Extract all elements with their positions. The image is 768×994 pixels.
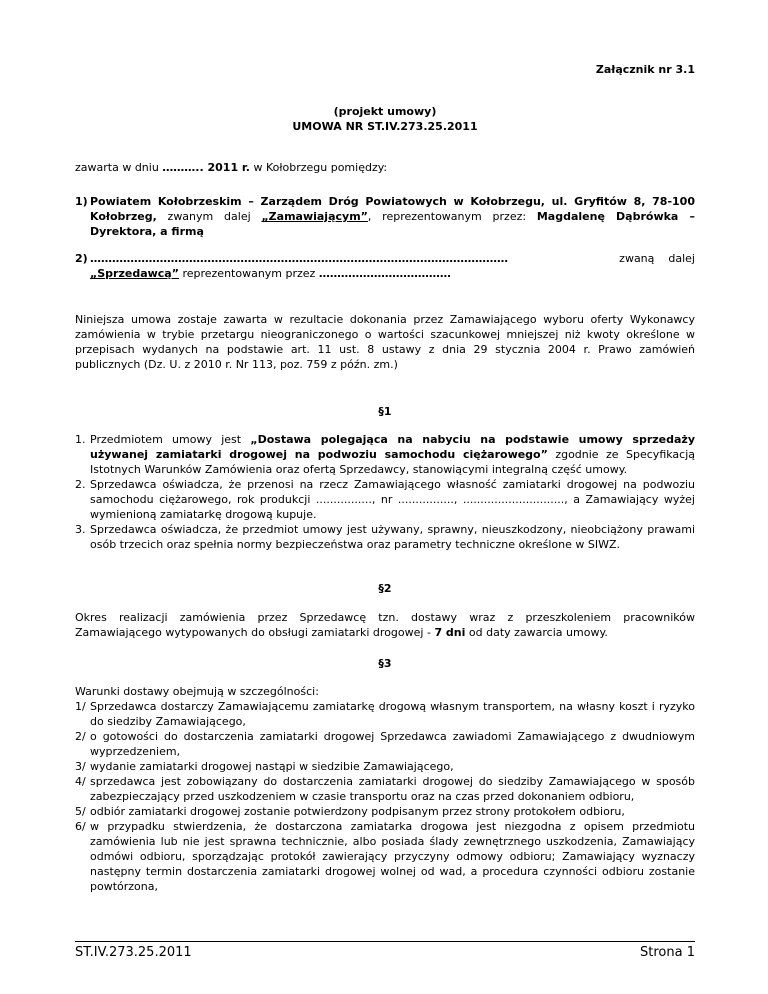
section-3-item [75, 699, 695, 729]
party-2-item [75, 251, 695, 281]
intro-part1: zawarta w dniu [75, 161, 163, 174]
section-3-item-text: wydanie zamiatarki drogowej nastąpi w siedzibie Zamawiającego, [90, 760, 454, 773]
party-1-number: 1) [75, 195, 88, 208]
section-2-title: §2 [378, 582, 392, 595]
section-1-item-text: Sprzedawca oświadcza, że przenosi na rzecz Zamawiającego własność zamiatarki drogowej na podwoziu samochodu ciężarowego, rok produkcji ................, nr ................, ............................., a Zamawiający wyżej wymienioną zamiatarkę drogową kupuje. [90, 478, 695, 521]
section-3-item-number: 2/ [75, 730, 86, 743]
intro-part2: w Kołobrzegu pomiędzy: [249, 161, 388, 174]
attachment-label: Załącznik nr 3.1 [595, 63, 695, 76]
party-2-second-line [90, 266, 695, 281]
section-3-item [75, 774, 695, 804]
footer-page-number: Strona 1 [640, 945, 695, 960]
party-1-name: Powiatem Kołobrzeskim – Zarządem Dróg Powiatowych w Kołobrzegu, ul. Gryfitów 8, 78-100 Kołobrzeg, [90, 195, 695, 223]
heading-draft: (projekt umowy) [333, 105, 437, 118]
section-3-title: §3 [378, 657, 392, 670]
party-1-role: „Zamawiającym” [261, 210, 368, 223]
party-2-text: reprezentowanym przez [178, 267, 319, 280]
party-1-text2: , reprezentowanym przez: [367, 210, 537, 223]
section-3-list [75, 699, 695, 894]
footer-document-number: ST.IV.273.25.2011 [75, 945, 192, 960]
section-3-item-number: 6/ [75, 820, 86, 833]
section-3-lead: Warunki dostawy obejmują w szczególności: [75, 685, 319, 698]
section-1-list [75, 432, 695, 552]
section-1-item-number: 3. [75, 523, 86, 536]
section-3-item-text: odbiór zamiatarki drogowej zostanie potwierdzony podpisanym przez strony protokołem odbioru, [90, 805, 625, 818]
party-1-text1: zwanym dalej [156, 210, 262, 223]
section-1-item-number: 1. [75, 433, 86, 446]
party-2-called: zwaną dalej [619, 252, 695, 265]
section-2-duration: 7 dni [434, 626, 466, 639]
section-3-item [75, 804, 695, 819]
section-1-item-number: 2. [75, 478, 86, 491]
section-3-item-number: 5/ [75, 805, 86, 818]
section-1-item-subject: „Dostawa polegająca na nabyciu na podstawie umowy sprzedaży używanej zamiatarki drogowej na podwoziu samochodu ciężarowego” [90, 433, 695, 461]
section-2-text-end: od daty zawarcia umowy. [465, 626, 608, 639]
party-2-number: 2) [75, 252, 88, 265]
section-1-item [75, 432, 695, 477]
section-1-title: §1 [378, 405, 392, 418]
section-1-item [75, 477, 695, 522]
section-3-item-text: Sprzedawca dostarczy Zamawiającemu zamiatarkę drogową własnym transportem, na własny koszt i ryzyko do siedziby Zamawiającego, [90, 700, 695, 728]
heading-contract-number: UMOWA NR ST.IV.273.25.2011 [292, 120, 478, 133]
section-3-item-text: w przypadku stwierdzenia, że dostarczona zamiatarka drogowa jest niezgodna z opisem przedmiotu zamówienia lub nie jest sprawna technicznie, albo posiada ślady zewnętrznego uszkodzenia, Zamawiający odmówi odbioru, sporządzając protokół zawierający przyczyny odmowy odbioru; Zamawiający wyznaczy następny termin dostarczenia zamiatarki drogowej wolnej od wad, a procedura czynności odbioru zostanie powtórzona, [90, 820, 695, 893]
party-1-item [75, 194, 695, 239]
section-2-text-start: Okres realizacji zamówienia przez Sprzedawcę tzn. dostawy wraz z przeszkoleniem pracowników Zamawiającego wytypowanych do obsługi zamiatarki drogowej - [75, 611, 695, 639]
section-3-item-text: o gotowości do dostarczenia zamiatarki drogowej Sprzedawca zawiadomi Zamawiającego z dwudniowym wyprzedzeniem, [90, 730, 695, 758]
section-2-text [75, 610, 695, 640]
section-3-item-number: 4/ [75, 775, 86, 788]
section-1-item [75, 522, 695, 552]
page-footer [75, 941, 695, 960]
section-3-item-number: 3/ [75, 760, 86, 773]
section-3-item [75, 759, 695, 774]
contract-heading [75, 104, 695, 134]
preamble: Niniejsza umowa zostaje zawarta w rezultacie dokonania przez Zamawiającego wyboru oferty Wykonawcy zamówienia w trybie przetargu nieograniczonego o wartości szacunkowej mniejszej niż kwoty określone w przepisach wydanych na podstawie art. 11 ust. 8 ustawy z dnia 29 stycznia 2004 r. Prawo zamówień publicznych (Dz. U. z 2010 r. Nr 113, poz. 759 z późn. zm.) [75, 313, 695, 371]
section-3-item [75, 819, 695, 894]
party-1-representative: Magdalenę Dąbrówka – Dyrektora, a firmą [90, 210, 695, 238]
intro-date: ……….. 2011 r. [162, 161, 250, 174]
party-2-name-placeholder: …………………………………………………………………………………………………… [90, 252, 508, 265]
section-3-item-text: sprzedawca jest zobowiązany do dostarczenia zamiatarki drogowej do siedziby Zamawiającego w sposób zabezpieczający przed uszkodzeniem w czasie transportu oraz na czas przed dokonaniem odbioru, [90, 775, 695, 803]
section-3-item-number: 1/ [75, 700, 86, 713]
intro-line [75, 160, 695, 175]
section-1-item-text: Sprzedawca oświadcza, że przedmiot umowy jest używany, sprawny, nieuszkodzony, nieobciążony prawami osób trzecich oraz spełnia normy bezpieczeństwa oraz parametry techniczne określone w SIWZ. [90, 523, 695, 551]
party-2-representative-placeholder: ……………………………… [318, 267, 451, 280]
party-2-role: „Sprzedawcą” [90, 267, 179, 280]
section-1-item-text: Przedmiotem umowy jest [90, 433, 251, 446]
party-2-first-line [90, 251, 695, 266]
party-2 [75, 251, 695, 281]
section-1-item-text-end: zgodnie ze Specyfikacją Istotnych Warunków Zamówienia oraz ofertą Sprzedawcy, stanowiącymi integralną część umowy. [90, 448, 696, 476]
section-3-item [75, 729, 695, 759]
party-1 [75, 194, 695, 239]
